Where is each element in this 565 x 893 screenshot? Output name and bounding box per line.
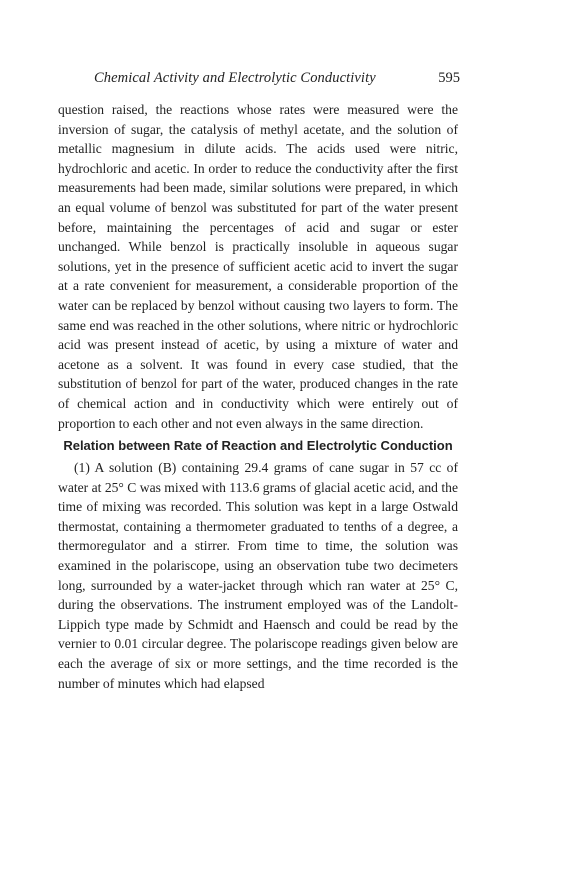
body-paragraph-2: (1) A solution (B) containing 29.4 grams of cane sugar in 57 cc of water at 25° C was mixed with 113.6 grams of glacial acetic acid, and the time of mixing was recorded. This solution was kept in a large Ostwald thermostat, containing a thermometer graduated to tenths of a degree, a thermoregulator and a stirrer. From time to time, the solution was examined in the polariscope, using an observation tube two decimeters long, surrounded by a water-jacket through which ran water at 25° C, during the observations. The instrument employed was of the Landolt-Lippich type made by Schmidt and Haensch and could be read by the vernier to 0.01 circular degree. The polariscope readings given below are each the average of six or more settings, and the time recorded is the number of minutes which had elapsed <box>58 460 458 691</box>
section-heading: Relation between Rate of Reaction and Electrolytic Conduction <box>63 438 453 454</box>
running-title: Chemical Activity and Electrolytic Conductivity <box>94 70 376 86</box>
page-number: 595 <box>438 70 460 86</box>
running-header <box>58 70 458 96</box>
body-paragraph-1: question raised, the reactions whose rates were measured were the inversion of sugar, the catalysis of methyl acetate, and the solution of metallic magnesium in dilute acids. The acids used were nitric, hydrochloric and acetic. In order to reduce the conductivity after the first measurements had been made, similar solutions were prepared, in which an equal volume of benzol was substituted for part of the water present before, maintaining the percentages of acid and sugar or ester unchanged. While benzol is practically insoluble in aqueous sugar solutions, yet in the presence of sufficient acetic acid to invert the sugar at a rate convenient for measurement, a considerable proportion of the water can be replaced by benzol without causing two layers to form. The same end was reached in the other solutions, where nitric or hydrochloric acid was present instead of acetic, by using a mixture of water and acetone as a solvent. It was found in every case studied, that the substitution of benzol for part of the water, produced changes in the rate of chemical action and in conductivity which were entirely out of proportion to each other and not even always in the same direction. <box>58 102 458 431</box>
document-page <box>58 70 458 693</box>
